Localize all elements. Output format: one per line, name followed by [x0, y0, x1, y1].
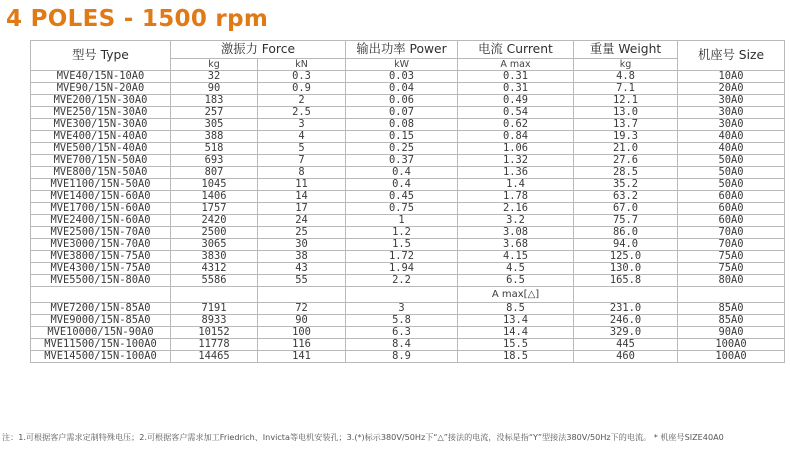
size-cell: 75A0	[678, 263, 785, 275]
current-cell: 1.4	[458, 179, 574, 191]
weight-cell: 4.8	[574, 71, 678, 83]
force-kg-cell: 305	[171, 119, 258, 131]
type-cell: MVE5500/15N-80A0	[31, 275, 171, 287]
force-kg-cell: 183	[171, 95, 258, 107]
power-cell: 0.45	[346, 191, 458, 203]
force-kn-cell: 30	[258, 239, 346, 251]
current-cell: 3.68	[458, 239, 574, 251]
header-power: 输出功率 Power	[346, 41, 458, 59]
table-row	[31, 95, 785, 107]
force-kg-cell: 32	[171, 71, 258, 83]
table-row	[31, 263, 785, 275]
size-cell: 70A0	[678, 227, 785, 239]
force-kg-cell: 5586	[171, 275, 258, 287]
force-kn-cell: 25	[258, 227, 346, 239]
table-row	[31, 315, 785, 327]
type-cell: MVE250/15N-30A0	[31, 107, 171, 119]
header-current: 电流 Current	[458, 41, 574, 59]
force-kn-cell: 43	[258, 263, 346, 275]
header-size: 机座号 Size	[678, 41, 785, 71]
weight-cell: 125.0	[574, 251, 678, 263]
unit-kn: kN	[258, 59, 346, 71]
force-kg-cell: 11778	[171, 339, 258, 351]
current-cell: 3.08	[458, 227, 574, 239]
weight-cell: 460	[574, 351, 678, 363]
weight-cell: 165.8	[574, 275, 678, 287]
weight-cell: 67.0	[574, 203, 678, 215]
power-cell: 0.06	[346, 95, 458, 107]
force-kn-cell: 100	[258, 327, 346, 339]
current-cell: 1.36	[458, 167, 574, 179]
size-cell: 30A0	[678, 119, 785, 131]
force-kn-cell: 17	[258, 203, 346, 215]
force-kg-cell: 4312	[171, 263, 258, 275]
power-cell: 0.75	[346, 203, 458, 215]
table-row	[31, 71, 785, 83]
current-cell: 0.49	[458, 95, 574, 107]
power-cell: 0.07	[346, 107, 458, 119]
power-cell: 0.15	[346, 131, 458, 143]
table-row	[31, 119, 785, 131]
force-kg-cell: 2500	[171, 227, 258, 239]
type-cell: MVE4300/15N-75A0	[31, 263, 171, 275]
spec-table	[30, 40, 785, 363]
table-row	[31, 303, 785, 315]
force-kn-cell: 2	[258, 95, 346, 107]
power-cell: 0.37	[346, 155, 458, 167]
type-cell: MVE40/15N-10A0	[31, 71, 171, 83]
power-cell: 0.4	[346, 179, 458, 191]
force-kn-cell: 72	[258, 303, 346, 315]
force-kg-cell: 1045	[171, 179, 258, 191]
weight-cell: 28.5	[574, 167, 678, 179]
mid-empty-cell	[678, 287, 785, 303]
force-kn-cell: 3	[258, 119, 346, 131]
type-cell: MVE2400/15N-60A0	[31, 215, 171, 227]
power-cell: 0.04	[346, 83, 458, 95]
weight-cell: 94.0	[574, 239, 678, 251]
mid-empty-cell	[171, 287, 258, 303]
header-type: 型号 Type	[31, 41, 171, 71]
power-cell: 1.5	[346, 239, 458, 251]
table-row	[31, 107, 785, 119]
type-cell: MVE500/15N-40A0	[31, 143, 171, 155]
type-cell: MVE3800/15N-75A0	[31, 251, 171, 263]
current-cell: 1.32	[458, 155, 574, 167]
size-cell: 30A0	[678, 95, 785, 107]
page-title: 4 POLES - 1500 rpm	[6, 6, 269, 32]
force-kn-cell: 5	[258, 143, 346, 155]
mid-header-row	[31, 287, 785, 303]
power-cell: 1	[346, 215, 458, 227]
table-row	[31, 83, 785, 95]
current-cell: 0.31	[458, 71, 574, 83]
table-row	[31, 339, 785, 351]
table-row	[31, 215, 785, 227]
header-weight: 重量 Weight	[574, 41, 678, 59]
table-row	[31, 239, 785, 251]
type-cell: MVE90/15N-20A0	[31, 83, 171, 95]
current-cell: 8.5	[458, 303, 574, 315]
current-cell: 0.31	[458, 83, 574, 95]
size-cell: 85A0	[678, 303, 785, 315]
type-cell: MVE1400/15N-60A0	[31, 191, 171, 203]
type-cell: MVE2500/15N-70A0	[31, 227, 171, 239]
weight-cell: 13.7	[574, 119, 678, 131]
power-cell: 1.2	[346, 227, 458, 239]
size-cell: 100A0	[678, 351, 785, 363]
current-cell: 0.84	[458, 131, 574, 143]
table-row	[31, 143, 785, 155]
power-cell: 6.3	[346, 327, 458, 339]
force-kg-cell: 8933	[171, 315, 258, 327]
force-kg-cell: 693	[171, 155, 258, 167]
power-cell: 2.2	[346, 275, 458, 287]
force-kg-cell: 1757	[171, 203, 258, 215]
force-kn-cell: 90	[258, 315, 346, 327]
weight-cell: 445	[574, 339, 678, 351]
header-row	[31, 41, 785, 59]
unit-weight-kg: kg	[574, 59, 678, 71]
force-kg-cell: 7191	[171, 303, 258, 315]
size-cell: 60A0	[678, 191, 785, 203]
force-kg-cell: 2420	[171, 215, 258, 227]
force-kn-cell: 0.9	[258, 83, 346, 95]
size-cell: 30A0	[678, 107, 785, 119]
force-kn-cell: 14	[258, 191, 346, 203]
mid-empty-cell	[574, 287, 678, 303]
type-cell: MVE10000/15N-90A0	[31, 327, 171, 339]
weight-cell: 246.0	[574, 315, 678, 327]
size-cell: 70A0	[678, 239, 785, 251]
current-cell: 1.06	[458, 143, 574, 155]
current-cell: 4.5	[458, 263, 574, 275]
power-cell: 3	[346, 303, 458, 315]
power-cell: 0.08	[346, 119, 458, 131]
size-cell: 40A0	[678, 143, 785, 155]
type-cell: MVE700/15N-50A0	[31, 155, 171, 167]
force-kn-cell: 2.5	[258, 107, 346, 119]
size-cell: 40A0	[678, 131, 785, 143]
force-kg-cell: 3065	[171, 239, 258, 251]
type-cell: MVE14500/15N-100A0	[31, 351, 171, 363]
table-row	[31, 191, 785, 203]
current-cell: 14.4	[458, 327, 574, 339]
type-cell: MVE400/15N-40A0	[31, 131, 171, 143]
size-cell: 75A0	[678, 251, 785, 263]
size-cell: 50A0	[678, 155, 785, 167]
weight-cell: 130.0	[574, 263, 678, 275]
type-cell: MVE3000/15N-70A0	[31, 239, 171, 251]
size-cell: 20A0	[678, 83, 785, 95]
type-cell: MVE1100/15N-50A0	[31, 179, 171, 191]
table-row	[31, 351, 785, 363]
table-row	[31, 167, 785, 179]
force-kn-cell: 8	[258, 167, 346, 179]
weight-cell: 75.7	[574, 215, 678, 227]
type-cell: MVE1700/15N-60A0	[31, 203, 171, 215]
force-kn-cell: 116	[258, 339, 346, 351]
weight-cell: 7.1	[574, 83, 678, 95]
type-cell: MVE200/15N-30A0	[31, 95, 171, 107]
force-kn-cell: 0.3	[258, 71, 346, 83]
current-cell: 1.78	[458, 191, 574, 203]
force-kg-cell: 14465	[171, 351, 258, 363]
current-cell: 15.5	[458, 339, 574, 351]
size-cell: 80A0	[678, 275, 785, 287]
mid-section	[31, 287, 785, 303]
type-cell: MVE7200/15N-85A0	[31, 303, 171, 315]
weight-cell: 231.0	[574, 303, 678, 315]
size-cell: 90A0	[678, 327, 785, 339]
force-kg-cell: 3830	[171, 251, 258, 263]
table-row	[31, 131, 785, 143]
table-row	[31, 227, 785, 239]
current-cell: 18.5	[458, 351, 574, 363]
weight-cell: 63.2	[574, 191, 678, 203]
current-cell: 2.16	[458, 203, 574, 215]
force-kg-cell: 388	[171, 131, 258, 143]
force-kn-cell: 38	[258, 251, 346, 263]
force-kg-cell: 1406	[171, 191, 258, 203]
mid-empty-cell	[31, 287, 171, 303]
table-row	[31, 203, 785, 215]
table-row	[31, 327, 785, 339]
unit-kw: kW	[346, 59, 458, 71]
type-cell: MVE800/15N-50A0	[31, 167, 171, 179]
type-cell: MVE300/15N-30A0	[31, 119, 171, 131]
force-kg-cell: 807	[171, 167, 258, 179]
power-cell: 5.8	[346, 315, 458, 327]
current-cell: 6.5	[458, 275, 574, 287]
table-body-b	[31, 303, 785, 363]
power-cell: 8.9	[346, 351, 458, 363]
header-force: 激振力 Force	[171, 41, 346, 59]
table-body-a	[31, 71, 785, 287]
current-cell: 3.2	[458, 215, 574, 227]
current-cell: 4.15	[458, 251, 574, 263]
table-row	[31, 155, 785, 167]
force-kn-cell: 24	[258, 215, 346, 227]
power-cell: 1.94	[346, 263, 458, 275]
table-row	[31, 179, 785, 191]
unit-kg: kg	[171, 59, 258, 71]
force-kg-cell: 10152	[171, 327, 258, 339]
size-cell: 10A0	[678, 71, 785, 83]
power-cell: 0.4	[346, 167, 458, 179]
current-cell: 0.54	[458, 107, 574, 119]
force-kn-cell: 141	[258, 351, 346, 363]
size-cell: 100A0	[678, 339, 785, 351]
size-cell: 50A0	[678, 167, 785, 179]
power-cell: 1.72	[346, 251, 458, 263]
weight-cell: 86.0	[574, 227, 678, 239]
type-cell: MVE11500/15N-100A0	[31, 339, 171, 351]
power-cell: 0.25	[346, 143, 458, 155]
mid-header-amax: A max[△]	[458, 287, 574, 303]
type-cell: MVE9000/15N-85A0	[31, 315, 171, 327]
weight-cell: 35.2	[574, 179, 678, 191]
force-kn-cell: 11	[258, 179, 346, 191]
current-cell: 13.4	[458, 315, 574, 327]
weight-cell: 27.6	[574, 155, 678, 167]
weight-cell: 21.0	[574, 143, 678, 155]
table-row	[31, 251, 785, 263]
size-cell: 50A0	[678, 179, 785, 191]
power-cell: 0.03	[346, 71, 458, 83]
force-kg-cell: 257	[171, 107, 258, 119]
force-kn-cell: 4	[258, 131, 346, 143]
table-row	[31, 275, 785, 287]
force-kg-cell: 518	[171, 143, 258, 155]
mid-empty-cell	[346, 287, 458, 303]
size-cell: 85A0	[678, 315, 785, 327]
unit-amax: A max	[458, 59, 574, 71]
power-cell: 8.4	[346, 339, 458, 351]
mid-empty-cell	[258, 287, 346, 303]
force-kn-cell: 7	[258, 155, 346, 167]
current-cell: 0.62	[458, 119, 574, 131]
size-cell: 60A0	[678, 203, 785, 215]
size-cell: 60A0	[678, 215, 785, 227]
weight-cell: 19.3	[574, 131, 678, 143]
weight-cell: 329.0	[574, 327, 678, 339]
weight-cell: 13.0	[574, 107, 678, 119]
weight-cell: 12.1	[574, 95, 678, 107]
footnote: 注：1.可根据客户需求定制特殊电压；2.可根据客户需求加工Friedrich、Invicta等电机安装孔；3.(*)标示380V/50Hz下“△”接法的电流，没标是指“Y”型接法380V/50Hz下的电流。 * 机座号SIZE40A0	[2, 432, 724, 442]
force-kn-cell: 55	[258, 275, 346, 287]
force-kg-cell: 90	[171, 83, 258, 95]
